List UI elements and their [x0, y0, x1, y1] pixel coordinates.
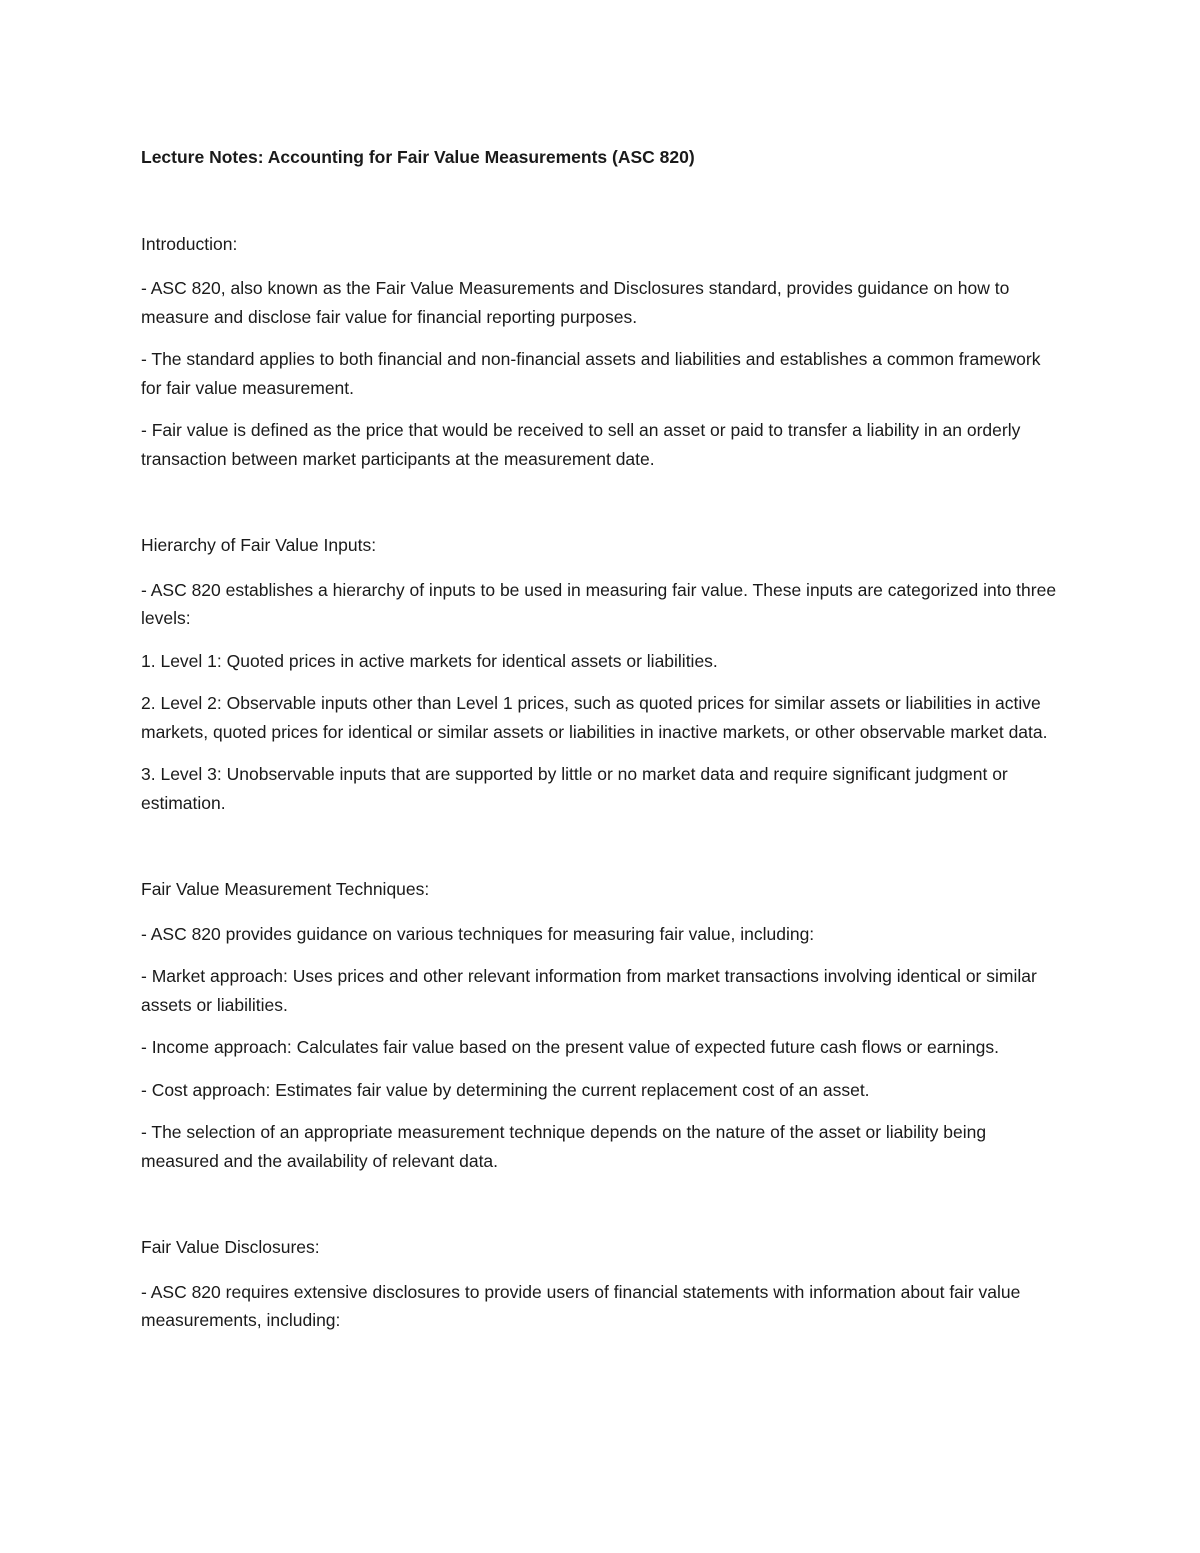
list-item-level-3: 3. Level 3: Unobservable inputs that are supported by little or no market data and require significant judgment or estimation. — [141, 764, 1008, 813]
paragraph: - ASC 820 requires extensive disclosures to provide users of financial statements with information about fair value measurements, including: — [141, 1281, 1021, 1330]
section-hierarchy — [141, 531, 1061, 817]
paragraph: - The selection of an appropriate measurement technique depends on the nature of the asset or liability being measured and the availability of relevant data. — [141, 1122, 987, 1171]
section-introduction — [141, 230, 1061, 474]
paragraph: - Fair value is defined as the price that would be received to sell an asset or paid to transfer a liability in an orderly transaction between market participants at the measurement date. — [141, 420, 1021, 469]
list-item-level-2: 2. Level 2: Observable inputs other than Level 1 prices, such as quoted prices for similar assets or liabilities in active markets, quoted prices for identical or similar assets or liabilities in inactive markets, or other observable market data. — [141, 693, 1048, 742]
section-heading: Fair Value Measurement Techniques: — [141, 879, 430, 899]
section-heading: Introduction: — [141, 233, 238, 254]
paragraph: - The standard applies to both financial and non-financial assets and liabilities and establishes a common framework for fair value measurement. — [141, 349, 1041, 398]
list-item-market-approach: - Market approach: Uses prices and other relevant information from market transactions involving identical or similar assets or liabilities. — [141, 966, 1037, 1015]
paragraph: - ASC 820 establishes a hierarchy of inputs to be used in measuring fair value. These inputs are categorized into three levels: — [141, 579, 1057, 628]
section-heading: Fair Value Disclosures: — [141, 1237, 320, 1257]
section-heading: Hierarchy of Fair Value Inputs: — [141, 535, 377, 555]
document-title: Lecture Notes: Accounting for Fair Value Measurements (ASC 820) — [141, 147, 695, 167]
document-body — [141, 143, 1061, 1335]
paragraph: - ASC 820 provides guidance on various techniques for measuring fair value, including: — [141, 923, 815, 944]
paragraph: - ASC 820, also known as the Fair Value Measurements and Disclosures standard, provides guidance on how to measure and disclose fair value for financial reporting purposes. — [141, 278, 1010, 327]
list-item-level-1: 1. Level 1: Quoted prices in active markets for identical assets or liabilities. — [141, 650, 718, 671]
section-disclosures — [141, 1233, 1061, 1335]
section-techniques — [141, 875, 1061, 1175]
list-item-cost-approach: - Cost approach: Estimates fair value by determining the current replacement cost of an asset. — [141, 1079, 870, 1100]
list-item-income-approach: - Income approach: Calculates fair value based on the present value of expected future cash flows or earnings. — [141, 1037, 999, 1057]
